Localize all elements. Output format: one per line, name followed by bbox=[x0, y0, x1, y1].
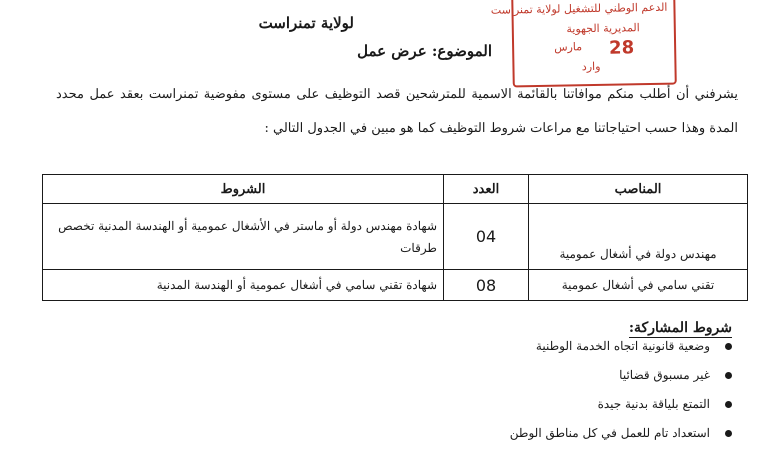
bullet-icon bbox=[725, 372, 732, 379]
row-count: 08 bbox=[444, 270, 529, 301]
bullet-icon bbox=[725, 343, 732, 350]
official-stamp bbox=[490, 0, 677, 87]
list-item bbox=[210, 419, 710, 448]
row-position: مهندس دولة في أشغال عمومية bbox=[529, 204, 748, 270]
row-conditions: شهادة مهندس دولة أو ماستر في الأشغال عمومية أو الهندسة المدنية تخصص طرقات bbox=[43, 204, 444, 270]
list-item-text: غير مسبوق قضائيا bbox=[619, 368, 710, 382]
header-count: العدد bbox=[444, 175, 529, 204]
participation-title: شروط المشاركة: bbox=[628, 320, 732, 336]
bullet-icon bbox=[725, 430, 732, 437]
stamp-line-2: المديرية الجهوية bbox=[566, 21, 640, 36]
stamp-line-4: وارد bbox=[581, 59, 601, 74]
participation-list bbox=[210, 332, 710, 448]
wilaya-heading: لولاية تمنراست bbox=[258, 14, 354, 32]
intro-paragraph: يشرفني أن أطلب منكم موافاتنا بالقائمة الاسمية للمترشحين قصد التوظيف على مستوى مفوضية تمنراست بعقد عمل محدد المدة وهذا حسب احتياجاتنا مع مراعات شروط التوظيف كما هو مبين في الجدول التالي : bbox=[56, 87, 738, 136]
list-item-text: وضعية قانونية اتجاه الخدمة الوطنية bbox=[535, 339, 710, 353]
subject-line: الموضوع: عرض عمل bbox=[357, 42, 492, 60]
row-conditions: شهادة تقني سامي في أشغال عمومية أو الهندسة المدنية bbox=[43, 270, 444, 301]
positions-table bbox=[42, 174, 748, 301]
list-item-text: التمتع بلياقة بدنية جيدة bbox=[597, 397, 710, 411]
bullet-icon bbox=[725, 401, 732, 408]
stamp-month: مارس bbox=[554, 40, 583, 54]
table-row bbox=[43, 270, 748, 301]
list-item-text: استعداد تام للعمل في كل مناطق الوطن bbox=[509, 426, 710, 440]
header-conditions: الشروط bbox=[43, 175, 444, 204]
row-position: تقني سامي في أشغال عمومية bbox=[529, 270, 748, 301]
table-row bbox=[43, 204, 748, 270]
table-header-row bbox=[43, 175, 748, 204]
stamp-day: 28 bbox=[608, 37, 635, 59]
list-item bbox=[210, 390, 710, 419]
stamp-line-1: الدعم الوطني للتشغيل لولاية تمنراست bbox=[490, 0, 668, 17]
header-positions: المناصب bbox=[529, 175, 748, 204]
list-item bbox=[210, 332, 710, 361]
row-count: 04 bbox=[444, 204, 529, 270]
list-item bbox=[210, 361, 710, 390]
